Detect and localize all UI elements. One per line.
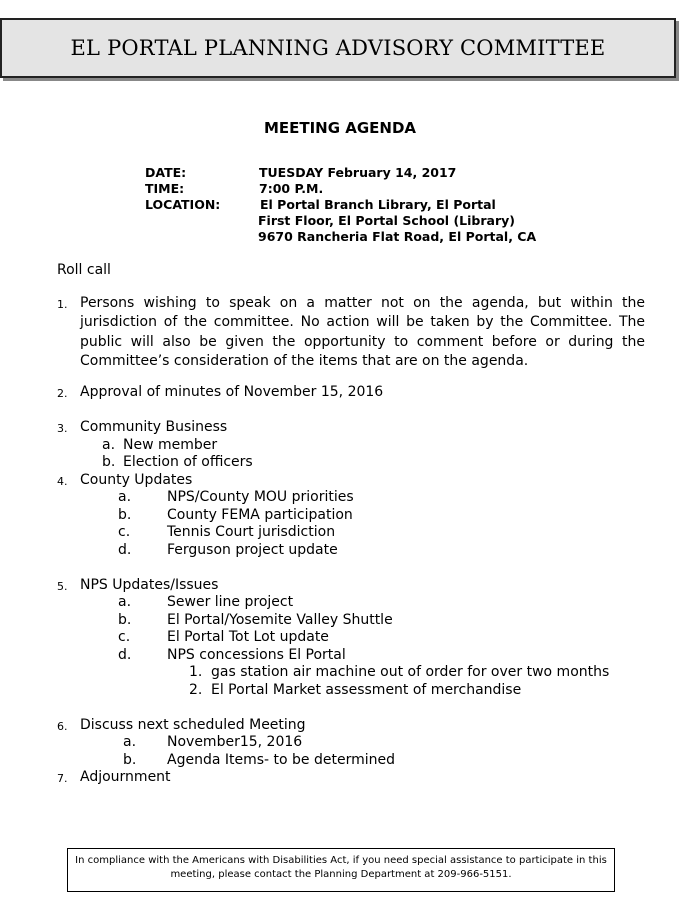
item-5d2-number: 2. <box>189 682 203 698</box>
date-label: DATE: <box>145 165 187 180</box>
item-5b-letter: b. <box>118 612 132 628</box>
item-4d-letter: d. <box>118 542 132 558</box>
item-5a-text: Sewer line project <box>167 594 294 610</box>
item-4a-text: NPS/County MOU priorities <box>167 489 354 505</box>
agenda-title: MEETING AGENDA <box>263 119 417 137</box>
item-5c-text: El Portal Tot Lot update <box>167 629 329 645</box>
header-banner <box>0 18 676 78</box>
item-6b-letter: b. <box>123 752 137 768</box>
item-3-text: Community Business <box>80 419 228 435</box>
item-3a-letter: a. <box>102 437 116 453</box>
item-1-number: 1. <box>57 298 68 311</box>
item-6-text: Discuss next scheduled Meeting <box>80 717 306 733</box>
item-1-text: Persons wishing to speak on a matter not on the agenda, but within the jurisdiction of the committee. No action will be taken by the Committee. The public will also be given the opportunity to comment before or during the Committee’s consideration of the items that are on the agenda. <box>80 295 645 369</box>
item-6a-text: November15, 2016 <box>167 734 303 750</box>
date-value: TUESDAY February 14, 2017 <box>259 165 457 180</box>
location-line-2: First Floor, El Portal School (Library) <box>258 213 515 228</box>
item-3b-letter: b. <box>102 454 116 470</box>
location-line-1: El Portal Branch Library, El Portal <box>260 197 496 212</box>
ada-notice-line-2: meeting, please contact the Planning Department at 209-966-5151. <box>170 869 512 880</box>
item-4-number: 4. <box>57 475 68 488</box>
item-4a-letter: a. <box>118 489 132 505</box>
time-value: 7:00 P.M. <box>259 181 324 196</box>
committee-title: EL PORTAL PLANNING ADVISORY COMMITTEE <box>70 36 606 60</box>
roll-call: Roll call <box>57 262 111 278</box>
item-4d-text: Ferguson project update <box>167 542 338 558</box>
location-line-3: 9670 Rancheria Flat Road, El Portal, CA <box>258 229 537 244</box>
item-4b-text: County FEMA participation <box>167 507 353 523</box>
item-6b-text: Agenda Items- to be determined <box>167 752 395 768</box>
location-label: LOCATION: <box>145 197 221 212</box>
item-5-number: 5. <box>57 580 68 593</box>
item-7-number: 7. <box>57 772 68 785</box>
item-5b-text: El Portal/Yosemite Valley Shuttle <box>167 612 393 628</box>
item-5d1-number: 1. <box>189 664 203 680</box>
item-3b-text: Election of officers <box>123 454 253 470</box>
item-2-number: 2. <box>57 387 68 400</box>
ada-notice <box>67 848 615 892</box>
item-4c-letter: c. <box>118 524 131 540</box>
item-6a-letter: a. <box>123 734 137 750</box>
item-5-text: NPS Updates/Issues <box>80 577 219 593</box>
item-4b-letter: b. <box>118 507 132 523</box>
item-5a-letter: a. <box>118 594 132 610</box>
ada-notice-line-1: In compliance with the Americans with Disabilities Act, if you need special assistance to participate in this <box>75 855 607 866</box>
item-2-text: Approval of minutes of November 15, 2016 <box>80 384 384 400</box>
item-4-text: County Updates <box>80 472 193 488</box>
item-4c-text: Tennis Court jurisdiction <box>167 524 336 540</box>
item-7-text: Adjournment <box>80 769 171 785</box>
item-5d-text: NPS concessions El Portal <box>167 647 346 663</box>
item-5d2-text: El Portal Market assessment of merchandise <box>211 682 522 698</box>
item-5d1-text: gas station air machine out of order for over two months <box>211 664 610 680</box>
item-6-number: 6. <box>57 720 68 733</box>
item-5d-letter: d. <box>118 647 132 663</box>
time-label: TIME: <box>145 181 185 196</box>
item-3a-text: New member <box>123 437 218 453</box>
item-3-number: 3. <box>57 422 68 435</box>
item-5c-letter: c. <box>118 629 131 645</box>
